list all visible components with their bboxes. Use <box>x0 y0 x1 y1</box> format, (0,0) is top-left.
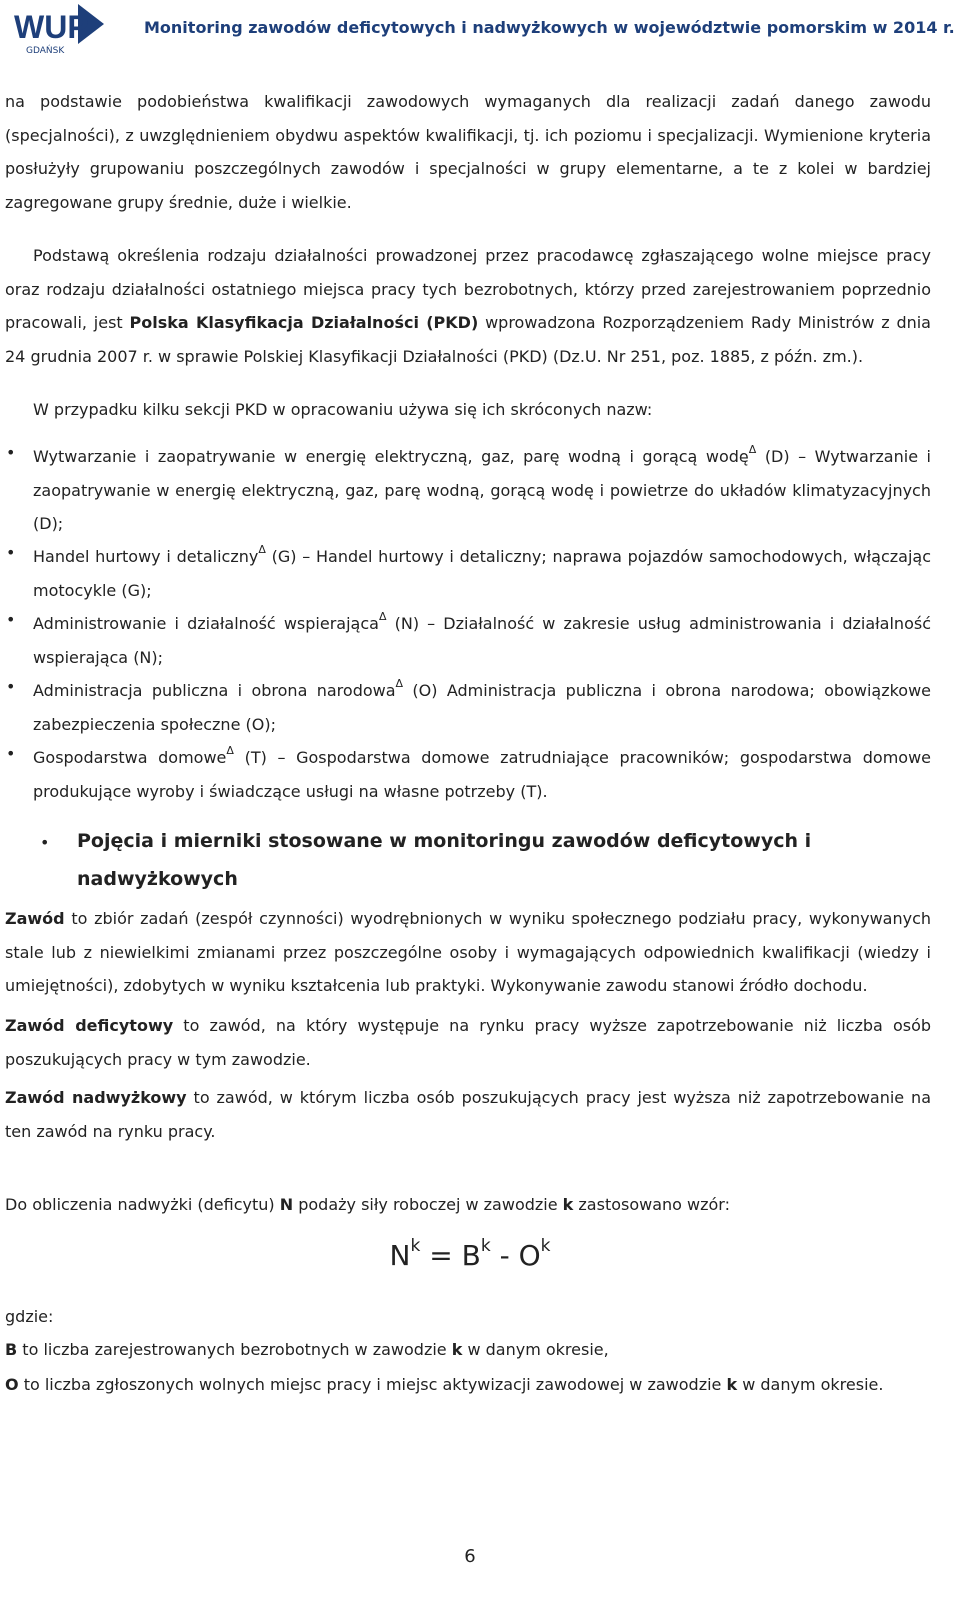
delta-icon: Δ <box>748 443 757 456</box>
bullet-icon: • <box>6 744 16 763</box>
bullet-icon: • <box>6 677 16 696</box>
definition-text: to liczba zgłoszonych wolnych miejsc pracy i miejsc aktywizacji zawodowej w zawodzie <box>18 1375 727 1394</box>
svg-text:WUP: WUP <box>14 9 89 45</box>
formula-equals: = <box>420 1239 462 1272</box>
definition-b <box>5 1333 931 1367</box>
wup-logo <box>12 2 108 56</box>
list-item <box>33 533 931 607</box>
definition-term: Zawód deficytowy <box>5 1016 174 1035</box>
list-item <box>33 600 931 674</box>
pkd-text-after: wprowadzona Rozporządzeniem Rady Ministrów z dnia 24 grudnia 2007 r. w sprawie Polskiej Klasyfikacji Działalności (PKD) (Dz.U. Nr 251, poz. 1885, z późn. zm.). <box>5 313 931 366</box>
page-number: 6 <box>464 1546 476 1567</box>
list-item-rest: (T) – Gospodarstwa domowe zatrudniające pracowników; gospodarstwa domowe produkujące wyroby i świadczące usługi na własne potrzeby (T). <box>33 748 932 801</box>
bullet-icon: • <box>6 610 16 629</box>
pkd-text-before: Podstawą określenia rodzaju działalności prowadzonej przez pracodawcę zgłaszającego wolne miejsce pracy oraz rodzaju działalności ostatniego miejsca pracy tych bezrobotnych, którzy przed zarejestrowaniem poprzednio pracowali, jest <box>5 246 931 332</box>
definition-text: to zawód, w którym liczba osób poszukujących pracy jest wyższa niż zapotrzebowanie na ten zawód na rynku pracy. <box>5 1088 932 1141</box>
paragraph-pkd <box>5 239 931 373</box>
formula-superscript: k <box>410 1236 421 1256</box>
symbol-n: N <box>279 1195 294 1214</box>
definition-zawod-deficytowy <box>5 1009 931 1076</box>
document-title: Monitoring zawodów deficytowych i nadwyżkowych w województwie pomorskim w 2014 r. <box>144 18 955 37</box>
formula-minus: - <box>490 1239 519 1272</box>
list-item-rest: (N) – Działalność w zakresie usług administrowania i działalność wspierająca (N); <box>33 614 931 667</box>
list-item-short: Administracja publiczna i obrona narodowa <box>33 681 396 700</box>
symbol-o: O <box>5 1375 19 1394</box>
list-item <box>33 667 931 741</box>
list-item <box>33 734 931 808</box>
definition-term: Zawód nadwyżkowy <box>5 1088 187 1107</box>
delta-icon: Δ <box>226 744 234 757</box>
list-item-short: Gospodarstwa domowe <box>33 748 227 767</box>
formula <box>0 1236 940 1272</box>
formula-intro <box>5 1188 931 1222</box>
formula-o: O <box>518 1239 541 1272</box>
formula-superscript: k <box>540 1236 551 1256</box>
symbol-k: k <box>562 1195 574 1214</box>
formula-intro-text: Do obliczenia nadwyżki (deficytu) <box>5 1195 280 1214</box>
symbol-k: k <box>726 1375 738 1394</box>
formula-intro-text: zastosowano wzór: <box>573 1195 730 1214</box>
bullet-icon: • <box>6 543 16 562</box>
definition-text: to liczba zarejestrowanych bezrobotnych w zawodzie <box>17 1340 452 1359</box>
formula-n: N <box>389 1239 411 1272</box>
list-item-rest: (O) Administracja publiczna i obrona narodowa; obowiązkowe zabezpieczenia społeczne (O); <box>33 681 932 734</box>
gdzie-label: gdzie: <box>5 1307 54 1326</box>
definition-term: Zawód <box>5 909 65 928</box>
list-item <box>33 433 931 541</box>
heading-bullet-icon: • <box>40 833 50 852</box>
definition-text: w danym okresie, <box>462 1340 609 1359</box>
formula-intro-text: podaży siły roboczej w zawodzie <box>293 1195 563 1214</box>
delta-icon: Δ <box>395 677 404 690</box>
svg-text:GDAŃSK: GDAŃSK <box>26 46 65 56</box>
formula-superscript: k <box>480 1236 491 1256</box>
definition-text: to zawód, na który występuje na rynku pracy wyższe zapotrzebowanie niż liczba osób poszukujących pracy w tym zawodzie. <box>5 1016 932 1069</box>
definition-o <box>5 1368 931 1402</box>
list-item-rest: (G) – Handel hurtowy i detaliczny; naprawa pojazdów samochodowych, włączając motocykle (G); <box>33 547 932 600</box>
bullet-icon: • <box>6 443 16 462</box>
definition-zawod <box>5 902 931 1003</box>
list-item-short: Handel hurtowy i detaliczny <box>33 547 259 566</box>
page-header <box>0 0 960 62</box>
list-item-short: Administrowanie i działalność wspierająca <box>33 614 379 633</box>
pkd-bold: Polska Klasyfikacja Działalności (PKD) <box>129 313 479 332</box>
definition-text: to zbiór zadań (zespół czynności) wyodrębnionych w wyniku społecznego podziału pracy, wykonywanych stale lub z niewielkimi zmianami przez poszczególne osoby i wymagających odpowiednich kwalifikacji (wiedzy i umiejętności), zdobytych w wyniku kształcenia lub praktyki. Wykonywanie zawodu stanowi źródło dochodu. <box>5 909 931 995</box>
list-item-rest: (D) – Wytwarzanie i zaopatrywanie w energię elektryczną, gaz, parę wodną, gorącą wodę i powietrze do układów klimatyzacyjnych (D); <box>33 447 931 533</box>
delta-icon: Δ <box>258 543 266 556</box>
paragraph-classification: na podstawie podobieństwa kwalifikacji zawodowych wymaganych dla realizacji zadań danego zawodu (specjalności), z uwzględnieniem obydwu aspektów kwalifikacji, tj. ich poziomu i specjalizacji. Wymienione kryteria posłużyły grupowaniu poszczególnych zawodów i specjalności w grupy elementarne, a te z kolei w bardziej zagregowane grupy średnie, duże i wielkie. <box>5 92 931 212</box>
symbol-b: B <box>5 1340 18 1359</box>
paragraph-pkd-intro: W przypadku kilku sekcji PKD w opracowaniu używa się ich skróconych nazw: <box>33 400 653 419</box>
definition-zawod-nadwyzkowy <box>5 1081 931 1148</box>
symbol-k: k <box>451 1340 463 1359</box>
definition-text: w danym okresie. <box>737 1375 884 1394</box>
section-heading: Pojęcia i mierniki stosowane w monitoringu zawodów deficytowych i nadwyżkowych <box>77 830 812 890</box>
formula-b: B <box>461 1239 481 1272</box>
delta-icon: Δ <box>378 610 387 623</box>
list-item-short: Wytwarzanie i zaopatrywanie w energię elektryczną, gaz, parę wodną i gorącą wodę <box>33 447 749 466</box>
